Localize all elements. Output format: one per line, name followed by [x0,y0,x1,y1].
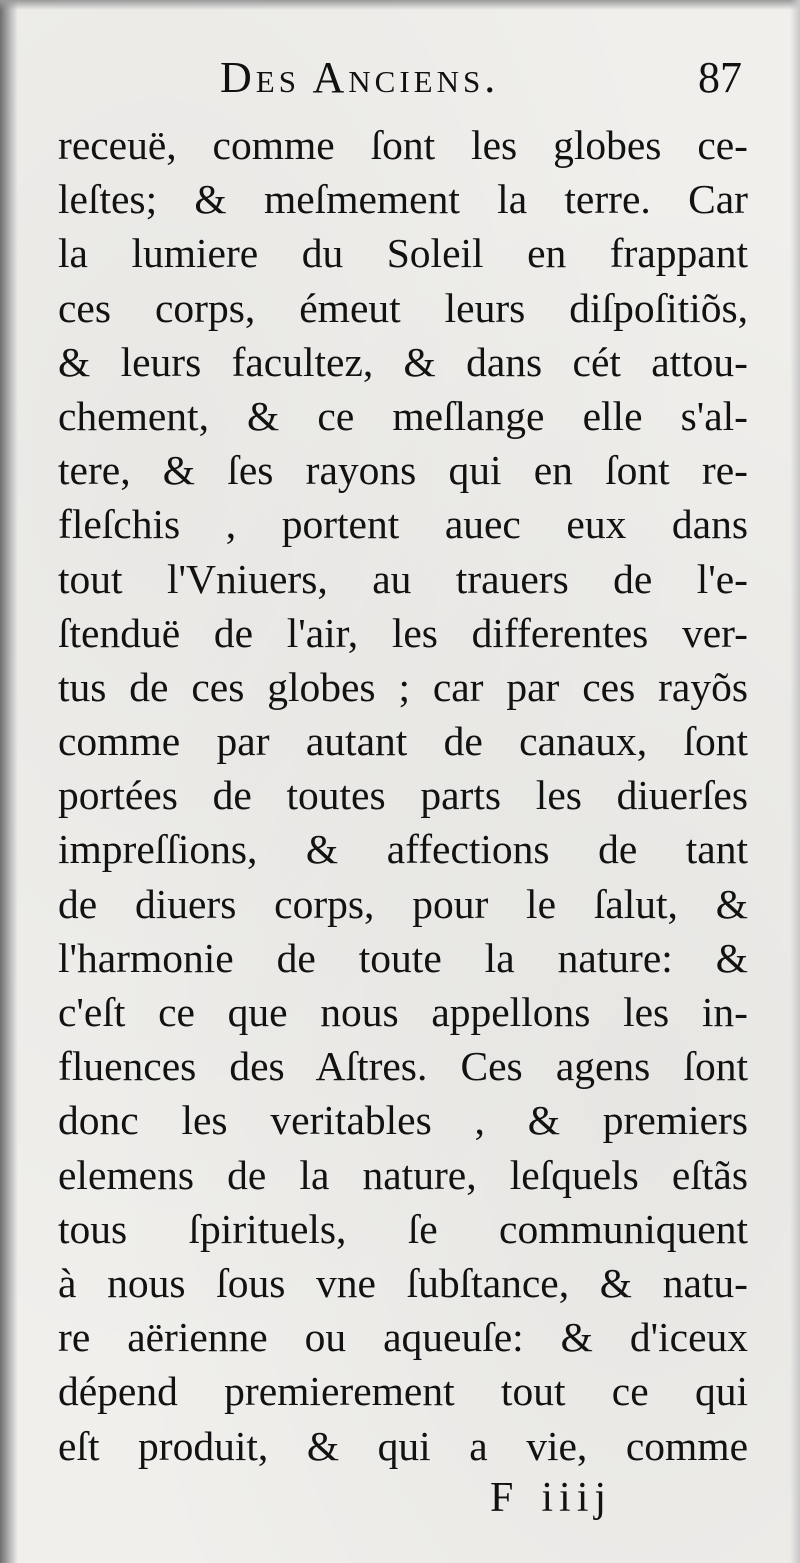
text-line: leſtes; & meſmement la terre. Car [58,176,748,223]
page-top-shadow [0,0,800,10]
text-line: c'eſt ce que nous appellons les in- [58,989,748,1035]
text-line: & leurs facultez, & dans cét attou- [58,338,748,385]
page-header [220,52,750,108]
text-line: la lumiere du Soleil en frappant [58,230,748,277]
running-head: Des Anciens. [220,53,500,102]
text-line: ces corps, émeut leurs diſpoſitiõs, [58,284,748,331]
text-line: dépend premierement tout ce qui [58,1368,748,1415]
text-line: elemens de la nature, leſquels eſtãs [58,1151,748,1198]
body-text [58,118,748,1473]
text-line: receuë, comme ſont les globes ce- [58,122,748,168]
signature-mark [490,1474,612,1522]
page-gutter-shadow [0,0,18,1563]
text-line: tous ſpirituels, ſe communiquent [58,1205,748,1252]
page-number: 87 [698,53,742,102]
signature-letter: F [490,1475,520,1521]
text-line: comme par autant de canaux, ſont [58,718,748,765]
signature-number: iiij [541,1475,613,1521]
text-line: fleſchis , portent auec eux dans [58,501,748,548]
text-line: portées de toutes parts les diuerſes [58,772,748,819]
text-line: l'harmonie de toute la nature: & [58,934,748,981]
text-line: chement, & ce meſlange elle s'al- [58,392,748,439]
text-line: ſtenduë de l'air, les differentes ver- [58,609,748,656]
text-line: eſt produit, & qui a vie, comme [58,1422,748,1469]
text-line: de diuers corps, pour le ſalut, & [58,880,748,927]
text-line: tus de ces globes ; car par ces rayõs [58,663,748,710]
text-line: impreſſions, & affections de tant [58,826,748,873]
text-line: tere, & ſes rayons qui en ſont re- [58,447,748,494]
text-line: fluences des Aſtres. Ces agens ſont [58,1043,748,1090]
text-line: re aërienne ou aqueuſe: & d'iceux [58,1314,748,1361]
page-right-edge [790,0,800,1563]
text-line: donc les veritables , & premiers [58,1097,748,1144]
text-line: tout l'Vniuers, au trauers de l'e- [58,555,748,602]
text-line: à nous ſous vne ſubſtance, & natu- [58,1259,748,1306]
